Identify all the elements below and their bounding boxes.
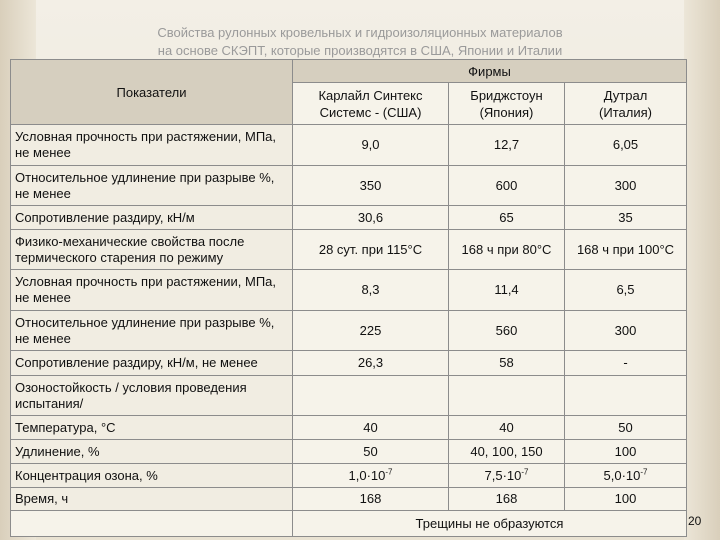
cell-value: 40, 100, 150: [449, 440, 565, 464]
cell-value: 12,7: [449, 125, 565, 166]
table-row: [11, 206, 687, 230]
page-number: 20: [688, 514, 702, 528]
cell-value: 6,05: [565, 125, 687, 166]
ozone-exponent: -7: [640, 467, 648, 477]
ozone-mantissa: 1,0·10: [348, 467, 386, 483]
table-row: [11, 311, 687, 351]
cell-value: 26,3: [293, 351, 449, 376]
cell-value: 30,6: [293, 206, 449, 230]
table-row: [11, 166, 687, 206]
slide-title: [0, 24, 720, 60]
cell-value: -: [565, 351, 687, 376]
row-label: Физико-механические свойства после термического старения по режиму: [11, 230, 293, 270]
row-label: Время, ч: [11, 488, 293, 511]
ozone-exponent: -7: [521, 467, 529, 477]
row-label: Озоностойкость / условия проведения испытания/: [11, 376, 293, 416]
firm-bridgestone: [449, 83, 565, 125]
firm-carlisle-name: Карлайл Синтекс: [318, 87, 423, 103]
cell-value: 168: [449, 488, 565, 511]
cell-value: 40: [293, 416, 449, 440]
cell-value: 600: [449, 166, 565, 206]
firm-dutral-country: (Италия): [599, 104, 652, 120]
table-row-ozone: [11, 464, 687, 488]
row-label: Сопротивление раздиру, кН/м: [11, 206, 293, 230]
cell-value: 6,5: [565, 270, 687, 311]
conclusion-cell: Трещины не образуются: [293, 511, 687, 537]
ozone-mantissa: 5,0·10: [603, 467, 641, 483]
table-row: [11, 376, 687, 416]
cell-value: 8,3: [293, 270, 449, 311]
row-label: Сопротивление раздиру, кН/м, не менее: [11, 351, 293, 376]
right-shade: [684, 0, 720, 540]
row-label: Относительное удлинение при разрыве %, не менее: [11, 166, 293, 206]
table-row-time: [11, 488, 687, 511]
table-row: [11, 230, 687, 270]
firm-dutral: [565, 83, 687, 125]
firm-carlisle-country: Системс - (США): [319, 104, 422, 120]
cell-value: 300: [565, 166, 687, 206]
row-label: Относительное удлинение при разрыве %, не менее: [11, 311, 293, 351]
cell-value: 65: [449, 206, 565, 230]
cell-value: 50: [565, 416, 687, 440]
cell-value: 100: [565, 440, 687, 464]
row-label: Условная прочность при растяжении, МПа, не менее: [11, 125, 293, 166]
cell-value: 35: [565, 206, 687, 230]
cell-value: 11,4: [449, 270, 565, 311]
firm-dutral-name: Дутрал: [603, 87, 648, 103]
header-indicators: Показатели: [11, 60, 293, 125]
row-label: Концентрация озона, %: [11, 464, 293, 488]
cell-value: 28 сут. при 115°С: [293, 230, 449, 270]
firm-bridgestone-country: (Япония): [479, 104, 534, 120]
title-line-2: на основе СКЭПТ, которые производятся в США, Японии и Италии: [157, 43, 563, 58]
ozone-mantissa: 7,5·10: [484, 467, 522, 483]
cell-value: 225: [293, 311, 449, 351]
cell-empty: [565, 376, 687, 416]
properties-table: [10, 59, 687, 537]
cell-value: 168 ч при 80°С: [449, 230, 565, 270]
table-row-conclusion: [11, 511, 687, 537]
cell-value: 560: [449, 311, 565, 351]
cell-empty: [449, 376, 565, 416]
title-line-1: Свойства рулонных кровельных и гидроизоляционных материалов: [157, 25, 563, 40]
header-row-firms: [11, 60, 687, 83]
table-row: [11, 270, 687, 311]
table-row: [11, 351, 687, 376]
cell-value: 168 ч при 100°С: [565, 230, 687, 270]
cell-empty: [293, 376, 449, 416]
table-row: [11, 125, 687, 166]
cell-ozone-dutral: [565, 464, 687, 488]
row-label: Температура, °С: [11, 416, 293, 440]
cell-value: 350: [293, 166, 449, 206]
cell-value: 300: [565, 311, 687, 351]
row-label: Удлинение, %: [11, 440, 293, 464]
cell-value: 100: [565, 488, 687, 511]
cell-value: 58: [449, 351, 565, 376]
table-row: [11, 416, 687, 440]
cell-value: 50: [293, 440, 449, 464]
row-label: Условная прочность при растяжении, МПа, не менее: [11, 270, 293, 311]
cell-value: 168: [293, 488, 449, 511]
cell-value: 40: [449, 416, 565, 440]
header-firms: Фирмы: [293, 60, 687, 83]
cell-ozone-bridgestone: [449, 464, 565, 488]
cell-value: 9,0: [293, 125, 449, 166]
cell-empty: [11, 511, 293, 537]
ozone-exponent: -7: [385, 467, 393, 477]
cell-ozone-carlisle: [293, 464, 449, 488]
firm-bridgestone-name: Бриджстоун: [470, 87, 543, 103]
table-row: [11, 440, 687, 464]
firm-carlisle: [293, 83, 449, 125]
